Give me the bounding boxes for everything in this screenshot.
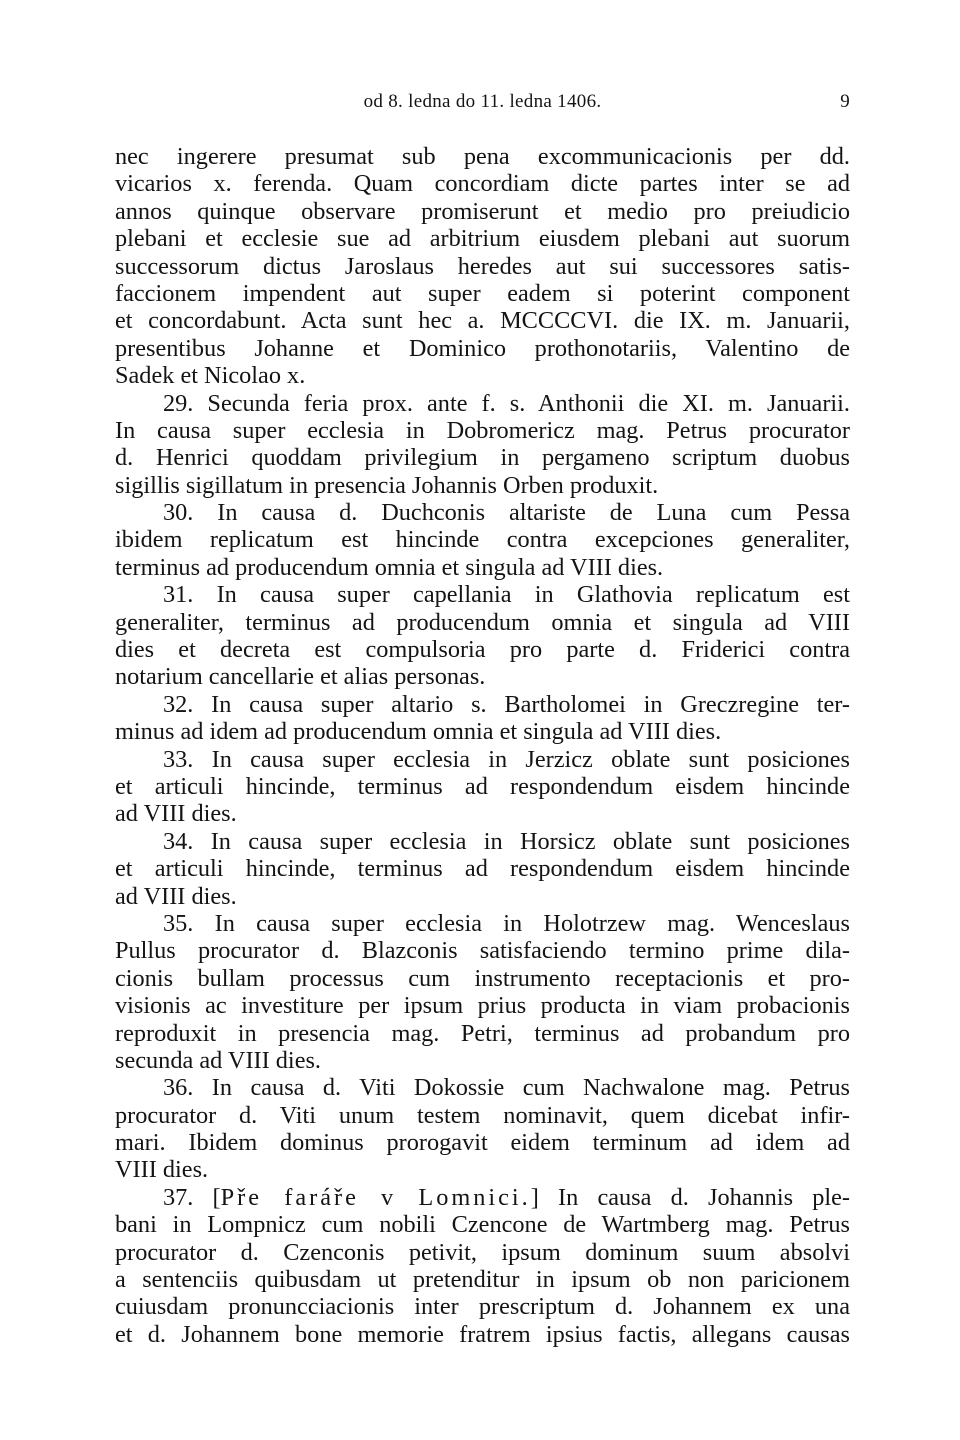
text-line: [115, 965, 850, 992]
text-line: [115, 335, 850, 362]
text-line: [115, 1102, 850, 1129]
text-line-content: et articuli hincinde, terminus ad respondendum eisdem hincinde: [115, 772, 850, 800]
text-line: [115, 828, 850, 855]
text-line-content: terminus ad producendum omnia et singula ad VIII dies.: [115, 553, 664, 581]
text-line: [115, 170, 850, 197]
text-line-content: 35. In causa super ecclesia in Holotrzew mag. Wenceslaus: [163, 909, 850, 937]
text-line-content: annos quinque observare promiserunt et medio pro preiudicio: [115, 197, 850, 225]
text-line-content: 36. In causa d. Viti Dokossie cum Nachwalone mag. Petrus: [163, 1074, 850, 1102]
text-line: [115, 746, 850, 773]
body-text: [115, 143, 850, 1348]
text-line-content: cuiusdam pronuncciacionis inter prescriptum d. Johannem ex una: [115, 1293, 850, 1321]
text-line: [115, 225, 850, 252]
text-line-content: ad VIII dies.: [115, 800, 237, 828]
text-line-content: minus ad idem ad producendum omnia et singula ad VIII dies.: [115, 718, 722, 746]
text-line: [115, 609, 850, 636]
text-line-content: 30. In causa d. Duchconis altariste de Luna cum Pessa: [163, 499, 850, 527]
page-number: 9: [840, 91, 850, 112]
text-line: [115, 143, 850, 170]
text-line-content: plebani et ecclesie sue ad arbitrium eiusdem plebani aut suorum: [115, 225, 850, 253]
text-line-content: In causa super ecclesia in Dobromericz mag. Petrus procurator: [115, 416, 850, 444]
text-line-content: et articuli hincinde, terminus ad respondendum eisdem hincinde: [115, 855, 850, 883]
text-line: [115, 1074, 850, 1101]
text-line: [115, 636, 850, 663]
text-line-content: sigillis sigillatum in presencia Johannis Orben produxit.: [115, 471, 659, 499]
text-line-content: 31. In causa super capellania in Glathovia replicatum est: [163, 581, 850, 609]
text-line-content: nec ingerere presumat sub pena excommunicacionis per dd.: [115, 143, 850, 170]
text-line-content: 33. In causa super ecclesia in Jerzicz oblate sunt posiciones: [163, 745, 850, 773]
text-line: [115, 1266, 850, 1293]
text-line-content: d. Henrici quoddam privilegium in pergameno scriptum duobus: [115, 444, 850, 472]
text-line: [115, 444, 850, 471]
text-line: [115, 1020, 850, 1047]
text-line-content: VIII dies.: [115, 1156, 209, 1184]
text-line: [115, 499, 850, 526]
text-line-content: ibidem replicatum est hincinde contra excepciones generaliter,: [115, 526, 850, 554]
text-line-content: 32. In causa super altario s. Bartholomei in Greczregine ter-: [163, 690, 850, 718]
text-line-content: 29. Secunda feria prox. ante f. s. Anthonii die XI. m. Januarii.: [163, 389, 850, 417]
text-line: [115, 663, 850, 690]
text-line-content: presentibus Johanne et Dominico prothonotariis, Valentino de: [115, 334, 850, 362]
text-line-content: visionis ac investiture per ipsum prius producta in viam probacionis: [115, 992, 850, 1020]
text-line-content: 37. [: [163, 1183, 221, 1211]
text-line: [115, 855, 850, 882]
text-line: [115, 718, 850, 745]
text-line-content: 34. In causa super ecclesia in Horsicz oblate sunt posiciones: [163, 827, 850, 855]
text-line-content: generaliter, terminus ad producendum omnia et singula ad VIII: [115, 608, 850, 636]
text-line: [115, 992, 850, 1019]
text-line: [115, 910, 850, 937]
text-line: [115, 1156, 850, 1183]
text-line: [115, 1211, 850, 1238]
text-line: [115, 883, 850, 910]
text-line-content: et d. Johannem bone memorie fratrem ipsius factis, allegans causas: [115, 1320, 850, 1348]
text-line-content: dies et decreta est compulsoria pro parte d. Friderici contra: [115, 636, 850, 664]
text-line-content: procurator d. Viti unum testem nominavit, quem dicebat infir-: [115, 1101, 850, 1129]
text-line-content: secunda ad VIII dies.: [115, 1046, 322, 1074]
text-line-content: bani in Lompnicz cum nobili Czencone de Wartmberg mag. Petrus: [115, 1211, 850, 1239]
text-line-content: reproduxit in presencia mag. Petri, terminus ad probandum pro: [115, 1019, 850, 1047]
text-line: [115, 417, 850, 444]
text-line-content: cionis bullam processus cum instrumento receptacionis et pro-: [115, 964, 850, 992]
text-line: [115, 1239, 850, 1266]
text-line-content: Sadek et Nicolao x.: [115, 362, 306, 390]
text-line: [115, 581, 850, 608]
text-line-continuation: ] In causa d. Johannis ple-: [530, 1183, 850, 1211]
text-line-content: et concordabunt. Acta sunt hec a. MCCCCVI. die IX. m. Januarii,: [115, 307, 850, 335]
text-line-content: mari. Ibidem dominus prorogavit eidem terminum ad idem ad: [115, 1129, 850, 1157]
text-line: [115, 554, 850, 581]
text-line: [115, 800, 850, 827]
text-line: [115, 773, 850, 800]
text-line: [115, 1321, 850, 1348]
text-line-content: ad VIII dies.: [115, 882, 237, 910]
text-line: [115, 198, 850, 225]
text-line: [115, 691, 850, 718]
text-line-content: vicarios x. ferenda. Quam concordiam dicte partes inter se ad: [115, 170, 850, 198]
text-line: [115, 526, 850, 553]
spaced-heading: Pře faráře v Lomnici.: [220, 1183, 531, 1211]
text-line: [115, 1293, 850, 1320]
text-line: [115, 1129, 850, 1156]
text-line: [115, 1184, 850, 1211]
text-line-content: procurator d. Czenconis petivit, ipsum dominum suum absolvi: [115, 1238, 850, 1266]
text-line-content: successorum dictus Jaroslaus heredes aut sui successores satis-: [115, 252, 850, 280]
page-header: [115, 91, 850, 119]
text-line-content: faccionem impendent aut super eadem si poterint component: [115, 279, 850, 307]
text-line: [115, 253, 850, 280]
running-head: od 8. ledna do 11. ledna 1406.: [363, 91, 602, 112]
text-line-content: a sentenciis quibusdam ut pretenditur in ipsum ob non paricionem: [115, 1266, 850, 1294]
text-line: [115, 280, 850, 307]
text-line: [115, 390, 850, 417]
text-line: [115, 362, 850, 389]
text-line: [115, 1047, 850, 1074]
text-line-content: notarium cancellarie et alias personas.: [115, 663, 486, 691]
text-line: [115, 307, 850, 334]
text-line-content: Pullus procurator d. Blazconis satisfaciendo termino prime dila-: [115, 937, 850, 965]
text-line: [115, 937, 850, 964]
text-line: [115, 472, 850, 499]
